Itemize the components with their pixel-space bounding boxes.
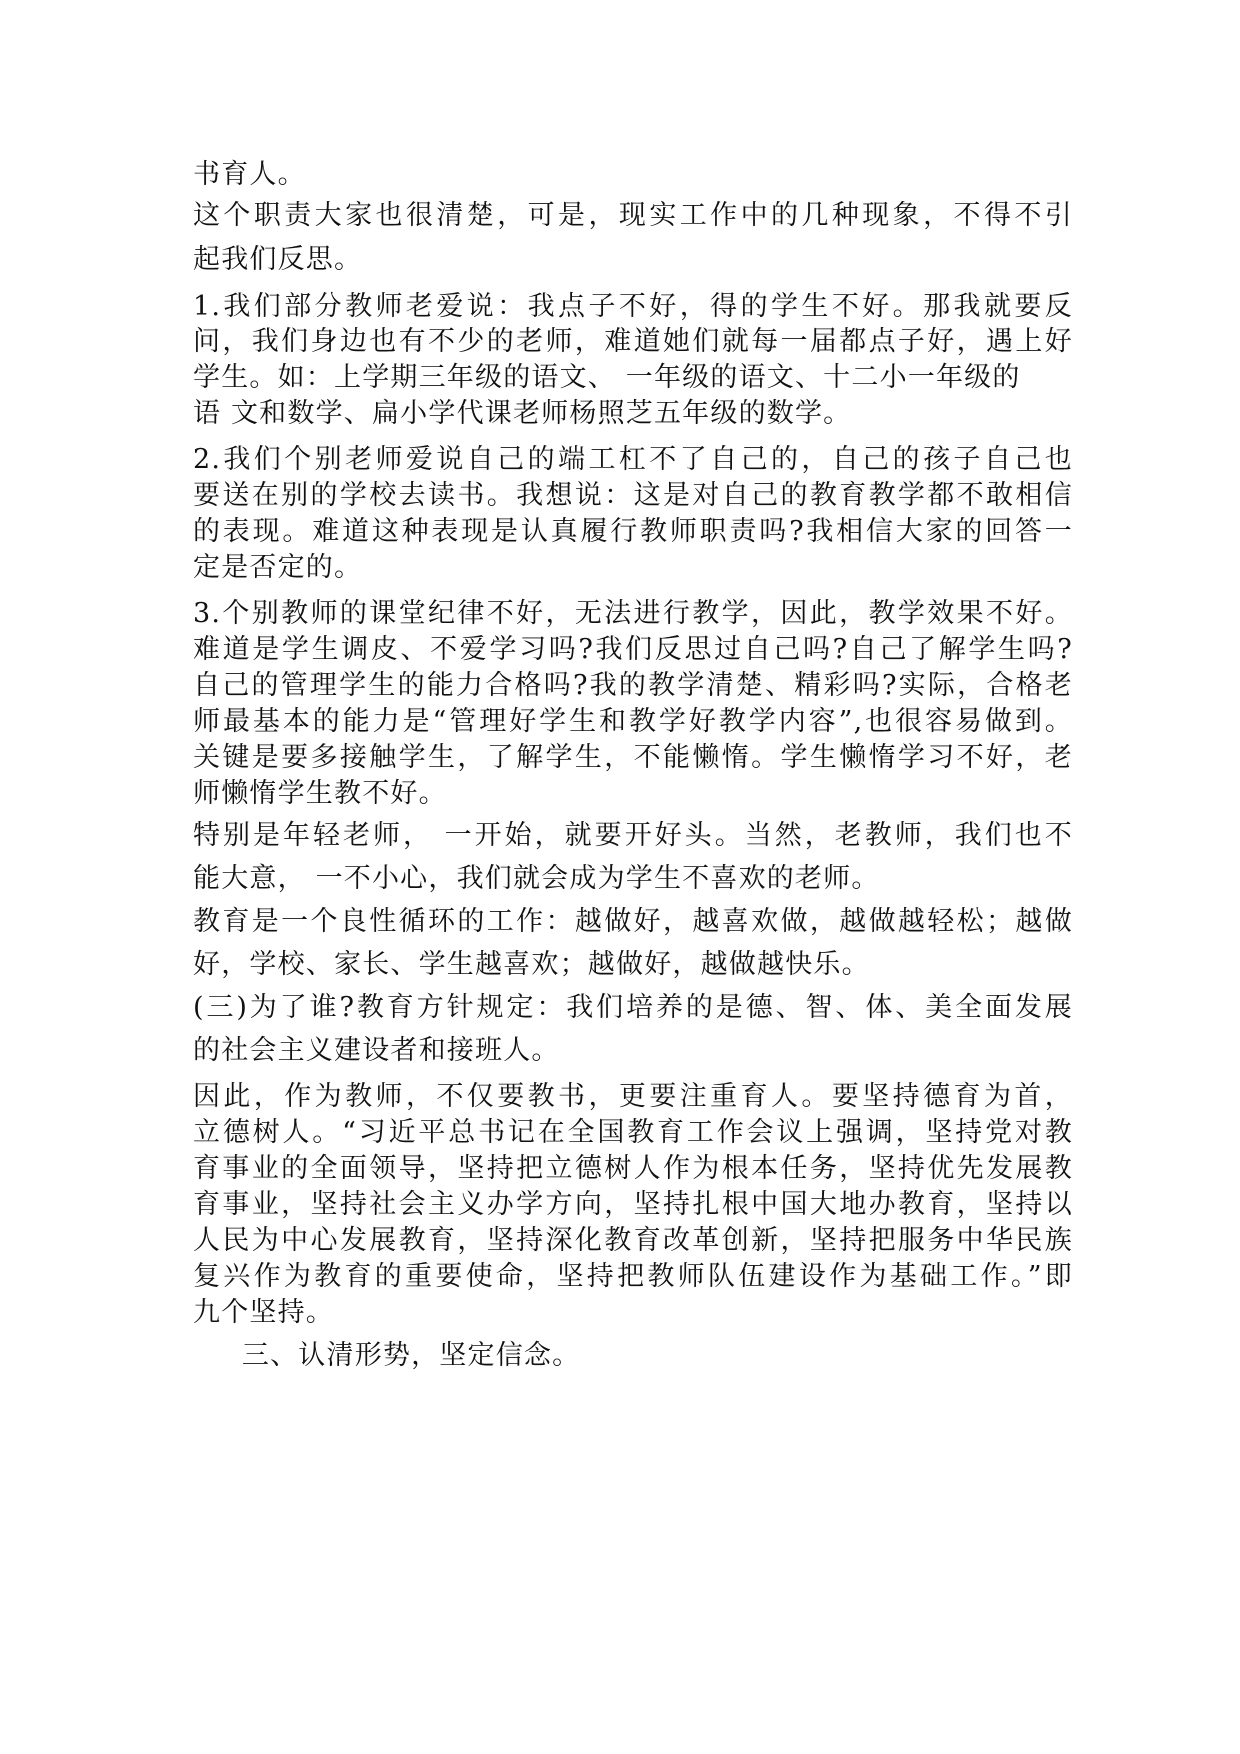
text-line: 教育是一个良性循环的工作：越做好，越喜欢做，越做越轻松；越做 [193,906,1073,937]
text-line: 好，学校、家长、学生越喜欢；越做好，越做越快乐。 [193,949,870,980]
text-line: 师最基本的能力是“管理好学生和教学好教学内容”,也很容易做到。 [193,706,1073,737]
text-line: 特别是年轻老师， 一开始，就要开好头。当然，老教师，我们也不 [193,820,1073,851]
text-line: 1.我们部分教师老爱说：我点子不好，得的学生不好。那我就要反 [193,291,1073,322]
text-line: 自己的管理学生的能力合格吗?我的教学清楚、精彩吗?实际，合格老 [193,670,1073,701]
text-line: 师懒惰学生教不好。 [193,778,447,809]
text-line: 要送在别的学校去读书。我想说：这是对自己的教育教学都不敢相信 [193,480,1073,511]
text-line: 学生。如：上学期三年级的语文、 一年级的语文、十二小一年级的 [193,362,1021,393]
text-line: 育事业的全面领导，坚持把立德树人作为根本任务，坚持优先发展教 [193,1153,1073,1184]
text-line: 立德树人。“习近平总书记在全国教育工作会议上强调，坚持党对教 [193,1117,1073,1148]
text-line: 2.我们个别老师爱说自己的端工杠不了自己的，自己的孩子自己也 [193,444,1073,475]
text-line: 的社会主义建设者和接班人。 [193,1035,560,1066]
text-line: 问，我们身边也有不少的老师，难道她们就每一届都点子好，遇上好 [193,326,1073,357]
text-line: 起我们反思。 [193,244,363,275]
text-line: 育事业，坚持社会主义办学方向，坚持扎根中国大地办教育，坚持以 [193,1189,1073,1220]
text-line: 3.个别教师的课堂纪律不好，无法进行教学，因此，教学效果不好。 [193,598,1073,629]
text-line: (三)为了谁?教育方针规定：我们培养的是德、智、体、美全面发展 [193,992,1073,1023]
section-heading: 三、认清形势，坚定信念。 [193,1340,581,1371]
text-line: 因此，作为教师，不仅要教书，更要注重育人。要坚持德育为首， [193,1081,1073,1112]
text-line: 语 文和数学、扁小学代课老师杨照芝五年级的数学。 [193,398,852,429]
text-line: 关键是要多接触学生，了解学生，不能懒惰。学生懒惰学习不好，老 [193,742,1073,773]
text-line: 这个职责大家也很清楚，可是，现实工作中的几种现象，不得不引 [193,200,1073,231]
text-line: 复兴作为教育的重要使命，坚持把教师队伍建设作为基础工作。”即 [193,1261,1073,1292]
text-line: 人民为中心发展教育，坚持深化教育改革创新，坚持把服务中华民族 [193,1225,1073,1256]
text-line: 难道是学生调皮、不爱学习吗?我们反思过自己吗?自己了解学生吗? [193,634,1073,665]
text-line: 书育人。 [193,159,306,190]
text-line: 定是否定的。 [193,552,363,583]
text-line: 的表现。难道这种表现是认真履行教师职责吗?我相信大家的回答一 [193,516,1073,547]
text-line: 能大意， 一不小心，我们就会成为学生不喜欢的老师。 [193,863,880,894]
text-line: 九个坚持。 [193,1297,334,1328]
